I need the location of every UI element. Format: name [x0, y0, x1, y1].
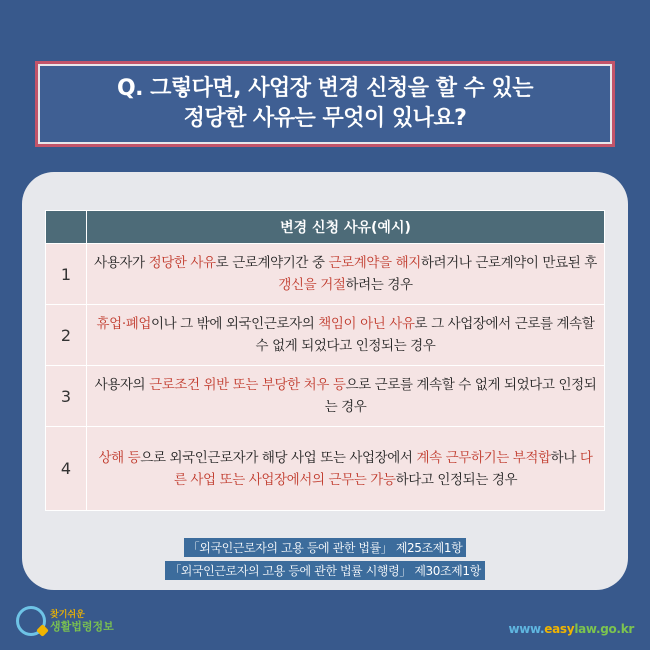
row-text-segment: 하려는 경우	[345, 277, 413, 293]
table-header: 변경 신청 사유(예시)	[87, 211, 605, 244]
site-url-law: law.go.kr	[574, 622, 634, 636]
site-url[interactable]	[508, 622, 634, 636]
row-text-segment: 하나	[550, 449, 580, 466]
row-text-segment: 으로 외국인근로자가 해당 사업 또는 사업장에서	[140, 449, 417, 466]
row-text	[87, 427, 605, 511]
logo-bottom-text: 생활법령정보	[50, 620, 114, 633]
site-url-easy: easy	[544, 622, 575, 636]
content-card	[22, 172, 628, 590]
row-text-segment: 으로 근로를 계속할 수 없게 되었다고 인정되는 경우	[324, 377, 597, 415]
highlighted-text: 정당한 사유	[148, 255, 216, 271]
highlighted-text: 휴업·폐업	[96, 316, 151, 332]
row-text	[87, 305, 605, 366]
law-reference-2: 「외국인근로자의 고용 등에 관한 법률 시행령」 제30조제1항	[165, 561, 485, 580]
row-number: 2	[46, 305, 87, 366]
easylaw-logo	[16, 606, 114, 636]
row-text-segment: 로 근로계약기간 중	[215, 255, 329, 271]
highlighted-text: 책임이 아닌 사유	[318, 316, 415, 332]
row-text-segment: 하려거나 근로계약이 만료된 후	[420, 255, 597, 271]
table-row	[46, 366, 605, 427]
row-text-segment: 이나 그 밖에 외국인근로자의	[151, 316, 319, 332]
highlighted-text: 근로계약을 해지	[328, 255, 421, 271]
highlighted-text: 근로조건 위반 또는 부당한 처우 등	[149, 377, 346, 393]
title-box	[38, 64, 612, 144]
row-number: 3	[46, 366, 87, 427]
logo-top-text: 찾기쉬운	[50, 610, 85, 620]
title-line-1: Q. 그렇다면, 사업장 변경 신청을 할 수 있는	[116, 76, 534, 101]
row-number: 4	[46, 427, 87, 511]
table-row	[46, 305, 605, 366]
site-url-www: www.	[508, 622, 545, 636]
title-line-2: 정당한 사유는 무엇이 있나요?	[183, 106, 467, 131]
law-references	[0, 538, 650, 580]
highlighted-text: 다른 사업 또는 사업장에서의 근무는 가능	[173, 449, 593, 488]
row-text-segment: 사용자가	[94, 255, 149, 271]
table-row	[46, 244, 605, 305]
highlighted-text: 상해 등	[98, 449, 141, 466]
table-corner-cell	[46, 211, 87, 244]
table-row	[46, 427, 605, 511]
reasons-table	[45, 210, 605, 511]
row-text-segment: 사용자의	[94, 377, 150, 393]
row-text-segment: 로 그 사업장에서 근로를 계속할 수 없게 되었다고 인정되는 경우	[255, 316, 595, 354]
row-text	[87, 244, 605, 305]
magnifier-logo-icon	[16, 606, 46, 636]
row-number: 1	[46, 244, 87, 305]
row-text-segment: 하다고 인정되는 경우	[395, 471, 518, 488]
highlighted-text: 계속 근무하기는 부적합	[416, 449, 551, 466]
highlighted-text: 갱신을 거절	[278, 277, 346, 293]
law-reference-1: 「외국인근로자의 고용 등에 관한 법률」 제25조제1항	[184, 538, 467, 557]
row-text	[87, 366, 605, 427]
